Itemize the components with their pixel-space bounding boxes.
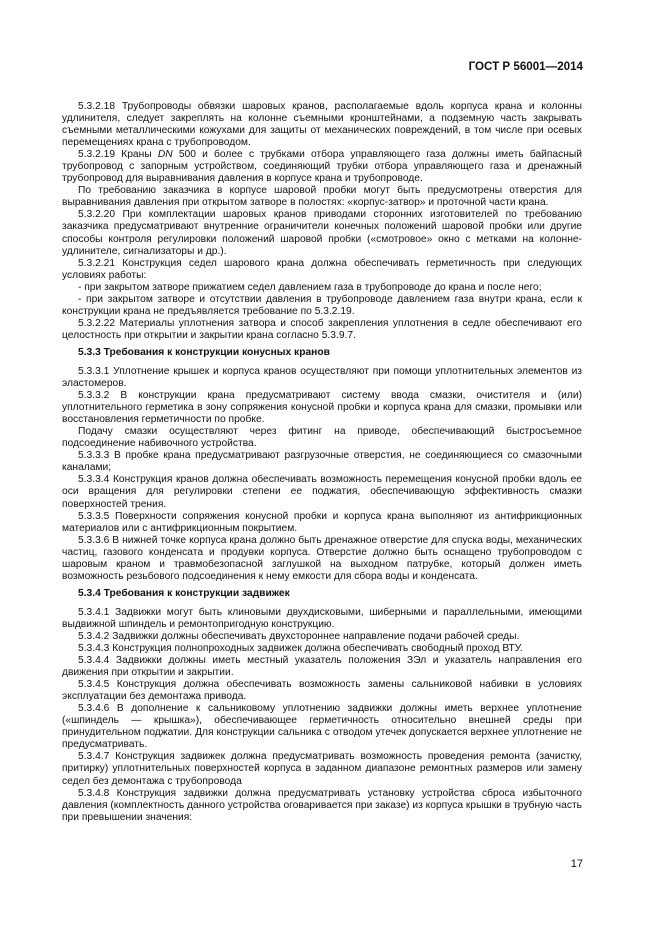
page-number: 17 [570,858,583,870]
paragraph: 5.3.4.6 В дополнение к сальниковому уплотнению задвижки должны иметь верхнее уплотнение («шпиндель — крышка»), обеспечивающее герметичность относительно внешней среды при принудительном поджатии. Для конструкции сальника с отводом утечек допускается верхнее уплотнение не предусматривать. [62,703,582,751]
paragraph: - при закрытом затворе прижатием седел давлением газа в трубопроводе до крана и после него; [78,281,542,293]
paragraph: 5.3.4.7 Конструкция задвижек должна предусматривать возможность проведения ремонта (зачистку, притирку) уплотнительных поверхностей корпуса в заданном диапазоне ремонтных размеров или замену седел без демонтажа с трубопровода [62,751,582,787]
paragraph: 5.3.3.6 В нижней точке корпуса крана должно быть дренажное отверстие для спуска воды, механических частиц, газового конденсата и продувки корпуса. Отверстие должно быть оснащено трубопроводом с шаровым краном и травмобезопасной заглушкой на выходном патрубке, который должен иметь возможность резьбового подсоединения к нему емкости для сбора воды и конденсата. [62,534,582,582]
dn-symbol: DN [157,149,173,161]
paragraph: 5.3.3.1 Уплотнение крышек и корпуса кранов осуществляют при помощи уплотнительных элементов из эластомеров. [62,365,582,390]
paragraph: 5.3.4.5 Конструкция должна обеспечивать возможность замены сальниковой набивки в условиях эксплуатации без демонтажа привода. [62,679,582,703]
paragraph: 5.3.4.2 Задвижки должны обеспечивать двухстороннее направление подачи рабочей среды. [78,630,520,642]
paragraph: 5.3.2.21 Конструкция седел шарового крана должна обеспечивать герметичность при следующих условиях работы: [62,257,582,281]
paragraph: 5.3.4.3 Конструкция полнопроходных задвижек должна обеспечивать свободный проход ВТУ. [78,643,523,655]
paragraph: 5.3.4.8 Конструкция задвижки должна предусматривать установку устройства сброса избыточного давления (комплектность данного устройства оговаривается при заказе) из корпуса крышки в трубную часть при превышении значения: [62,787,582,823]
paragraph: Подачу смазки осуществляют через фитинг на приводе, обеспечивающий быстросъемное подсоединение набивочного устройства. [62,426,582,450]
paragraph: 5.3.3.5 Поверхности сопряжения конусной пробки и корпуса крана выполняют из антифрикционных материалов или с антифрикционным покрытием. [62,510,582,534]
paragraph: 5.3.3.3 В пробке крана предусматривают разгрузочные отверстия, не соединяющиеся со смазочными каналами; [62,450,582,474]
section-heading: 5.3.3 Требования к конструкции конусных кранов [78,346,330,358]
paragraph: 5.3.2.22 Материалы уплотнения затвора и способ закрепления уплотнения в седле обеспечивают его целостность при открытии и закрытии крана согласно 5.3.9.7. [62,317,582,341]
page-body [62,101,582,824]
paragraph: 5.3.2.18 Трубопроводы обвязки шаровых кранов, располагаемые вдоль корпуса крана и колонны удлинителя, следует закреплять на колонне съемными кронштейнами, а подземную часть закрывать съемными металлическими кожухами для защиты от механических повреждений, в том числе при осевых перемещениях крана с трубопроводом. [62,101,582,149]
paragraph: По требованию заказчика в корпусе шаровой пробки могут быть предусмотрены отверстия для выравнивания давления при открытом затворе в полостях: «корпус-затвор» и проточной части крана. [62,185,582,209]
paragraph: 5.3.2.20 При комплектации шаровых кранов приводами сторонних изготовителей по требованию заказчика предусматривают внутренние ограничители конечных положений шаровой пробки или другие способы контроля регулировки положений шаровой пробки («смотровое» окно с метками на колонне-удлинителе, сигнализаторы и др.). [62,209,582,257]
paragraph: 5.3.2.19 Краны DN 500 и более с трубками отбора управляющего газа должны иметь байпасный трубопровод с запорным устройством, соединяющий трубки отбора управляющего газа и дренажный трубопровод для выравнивания давления в корпусе крана и трубопроводе. [62,149,582,185]
paragraph: 5.3.4.4 Задвижки должны иметь местный указатель положения ЗЭл и указатель направления его движения при открытии и закрытии. [62,655,582,679]
paragraph: 5.3.3.4 Конструкция кранов должна обеспечивать возможность перемещения конусной пробки вдоль ее оси вращения для регулировки степени ее поджатия, обеспечивающую эффективность смазки поверхностей трения. [62,474,582,510]
paragraph: 5.3.4.1 Задвижки могут быть клиновыми двухдисковыми, шиберными и параллельными, имеющими выдвижной шпиндель и ремонтопригодную конструкцию. [62,606,582,630]
section-heading: 5.3.4 Требования к конструкции задвижек [78,587,290,599]
paragraph: - при закрытом затворе и отсутствии давления в трубопроводе давлением газа внутри крана, если к конструкции крана не предъявляется требование по 5.3.2.19. [62,293,582,317]
paragraph: 5.3.3.2 В конструкции крана предусматривают систему ввода смазки, очистителя и (или) уплотнительного герметика в зону сопряжения конусной пробки и корпуса крана для смазки, промывки или восстановления герметичности по пробке. [62,390,582,426]
document-id: ГОСТ Р 56001—2014 [468,60,583,73]
